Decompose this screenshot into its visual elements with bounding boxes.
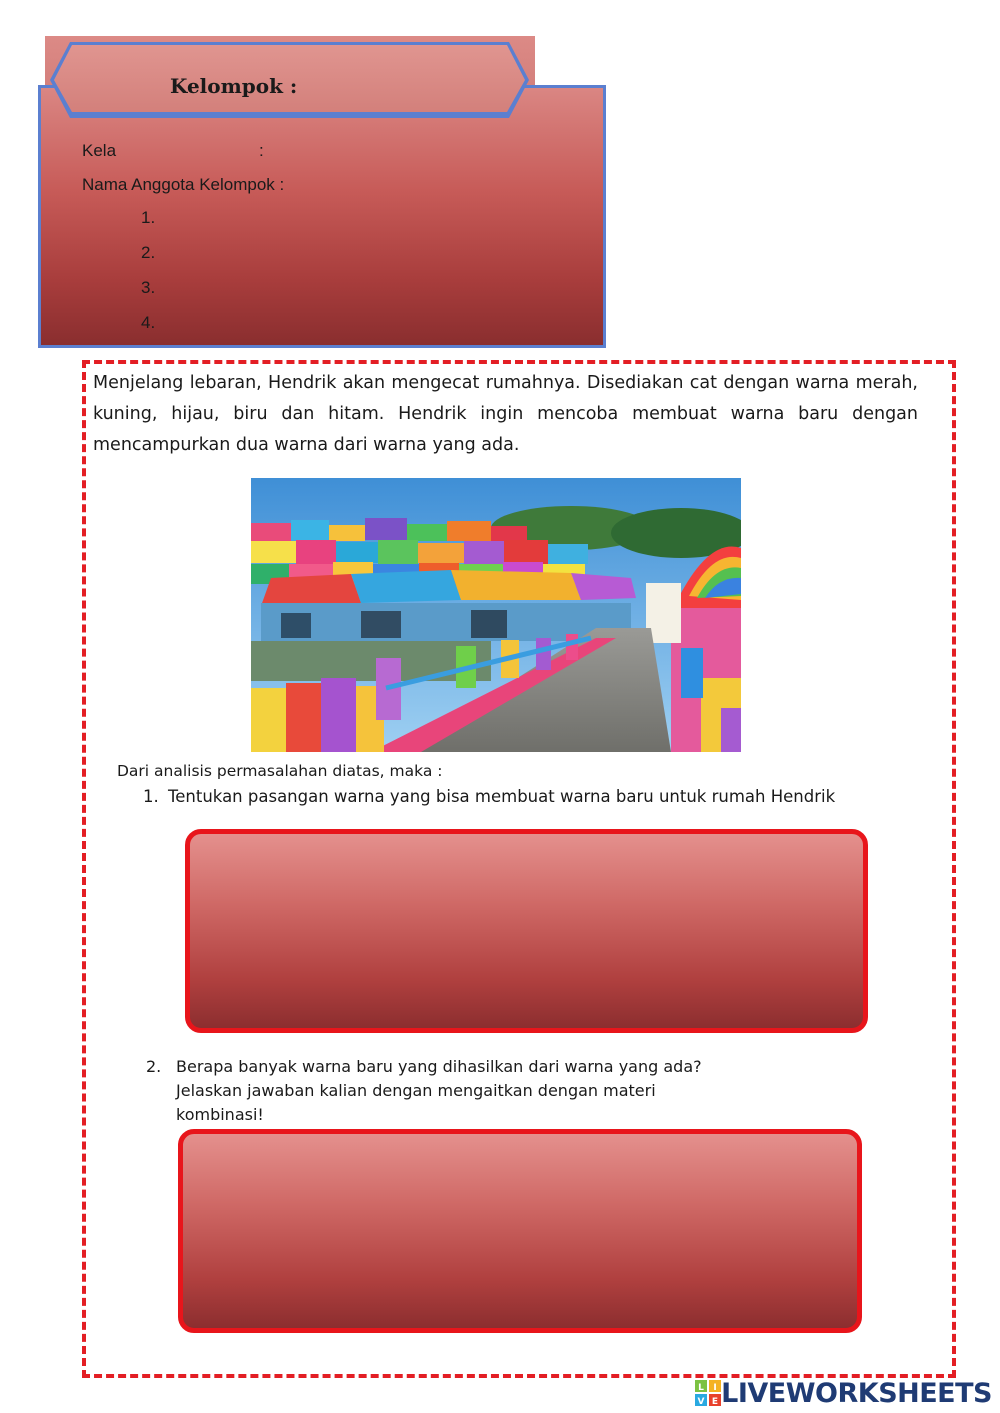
member-number: 3. [141,278,156,297]
member-number: 4. [141,313,156,332]
member-number: 2. [141,243,156,262]
rainbow-village-photo [251,478,741,752]
question-2-line-2: Jelaskan jawaban kalian dengan mengaitkan dengan materi [176,1081,656,1100]
group-info-card [38,85,606,348]
question-2-number: 2. [146,1057,162,1076]
member-number: 1. [141,208,156,227]
question-1-number: 1. [143,787,159,806]
liveworksheets-logo-icon [695,1380,721,1406]
answer-box-1[interactable] [185,829,868,1033]
svg-text:V: V [697,1397,705,1406]
liveworksheets-brand [695,1376,992,1410]
class-label: Kela [82,141,117,160]
analysis-lead: Dari analisis permasalahan diatas, maka : [117,762,443,780]
answer-box-2[interactable] [178,1129,862,1333]
group-title-banner [48,40,531,120]
class-colon: : [259,141,264,160]
question-2-line-1: Berapa banyak warna baru yang dihasilkan dari warna yang ada? [176,1057,702,1076]
svg-text:I: I [713,1383,717,1393]
brand-name: LIVEWORKSHEETS [721,1377,992,1409]
svg-text:L: L [698,1383,705,1393]
problem-intro: Menjelang lebaran, Hendrik akan mengecat rumahnya. Disediakan cat dengan warna merah, kuning, hijau, biru dan hitam. Hendrik ingin mencoba membuat warna baru dengan mencampurkan dua warna dari warna yang ada. [93,373,918,455]
members-label: Nama Anggota Kelompok : [82,175,285,194]
question-1-text: Tentukan pasangan warna yang bisa membuat warna baru untuk rumah Hendrik [168,787,836,806]
svg-text:E: E [712,1397,719,1406]
group-title: Kelompok : [170,74,298,98]
question-2-line-3: kombinasi! [176,1105,264,1124]
